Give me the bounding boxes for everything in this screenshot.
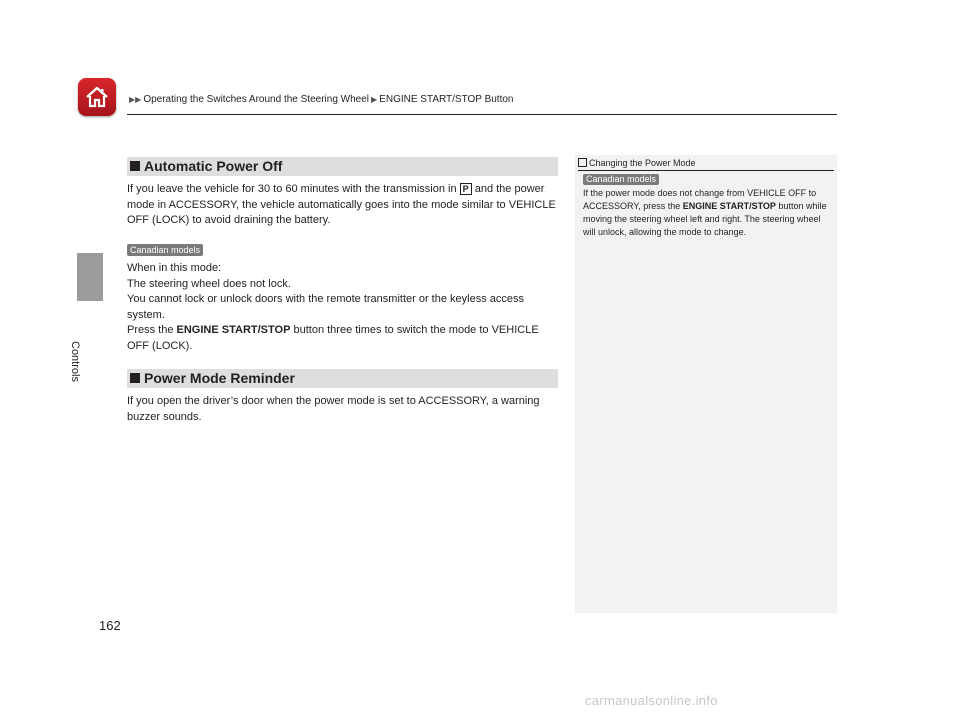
mode-paragraph <box>127 261 558 354</box>
canadian-models-badge: Canadian models <box>583 174 659 185</box>
note-divider <box>578 170 834 171</box>
note-title <box>578 158 696 168</box>
text: and the power mode in ACCESSORY, the vehicle automatically goes into the mode similar to VEHICLE OFF (LOCK) to avoid draining the battery. <box>127 183 556 226</box>
breadcrumb-item[interactable]: Operating the Switches Around the Steering Wheel <box>143 94 370 105</box>
header-divider <box>127 114 837 115</box>
breadcrumb-item[interactable]: ENGINE START/STOP Button <box>379 94 514 105</box>
chapter-tab[interactable] <box>77 253 103 301</box>
text: button three times to switch the mode to VEHICLE OFF (LOCK). <box>127 324 539 352</box>
page-number: 162 <box>99 618 121 633</box>
reminder-paragraph: If you open the driver’s door when the power mode is set to ACCESSORY, a warning buzzer sounds. <box>127 395 540 423</box>
chapter-label: Controls <box>69 341 81 382</box>
section-title: Automatic Power Off <box>144 158 283 174</box>
note-body <box>583 187 828 239</box>
square-bullet-icon <box>130 161 140 171</box>
text: If the power mode does not change from VEHICLE OFF to ACCESSORY, press the <box>583 188 817 211</box>
breadcrumb-arrow-icon: ▶ <box>371 95 378 104</box>
text: When in this mode: <box>127 262 222 274</box>
text: button while moving the steering wheel left and right. The steering wheel will unlock, allowing the mode to change. <box>583 201 827 237</box>
section-title: Power Mode Reminder <box>144 370 295 386</box>
breadcrumb <box>127 94 513 105</box>
text: The steering wheel does not lock. <box>127 277 291 290</box>
footer-watermark: carmanualsonline.info <box>585 693 718 708</box>
home-button[interactable] <box>78 78 116 116</box>
text: Press the <box>127 324 174 336</box>
auto-off-paragraph <box>127 182 558 229</box>
section-heading-automatic-power-off <box>127 157 558 176</box>
section-heading-power-mode-reminder <box>127 369 558 388</box>
text: If you leave the vehicle for 30 to 60 minutes with the transmission in <box>127 183 457 195</box>
note-title-text: Changing the Power Mode <box>589 158 696 168</box>
square-bullet-icon <box>130 373 140 383</box>
button-name: ENGINE START/STOP <box>682 201 776 211</box>
home-icon <box>84 84 110 110</box>
canadian-models-badge: Canadian models <box>127 244 203 256</box>
breadcrumb-arrow-icon: ▶▶ <box>129 95 142 104</box>
text: You cannot lock or unlock doors with the remote transmitter or the keyless access system. <box>127 293 525 321</box>
note-icon <box>578 158 587 167</box>
gear-p-symbol: P <box>460 183 472 195</box>
button-name: ENGINE START/STOP <box>176 324 291 336</box>
